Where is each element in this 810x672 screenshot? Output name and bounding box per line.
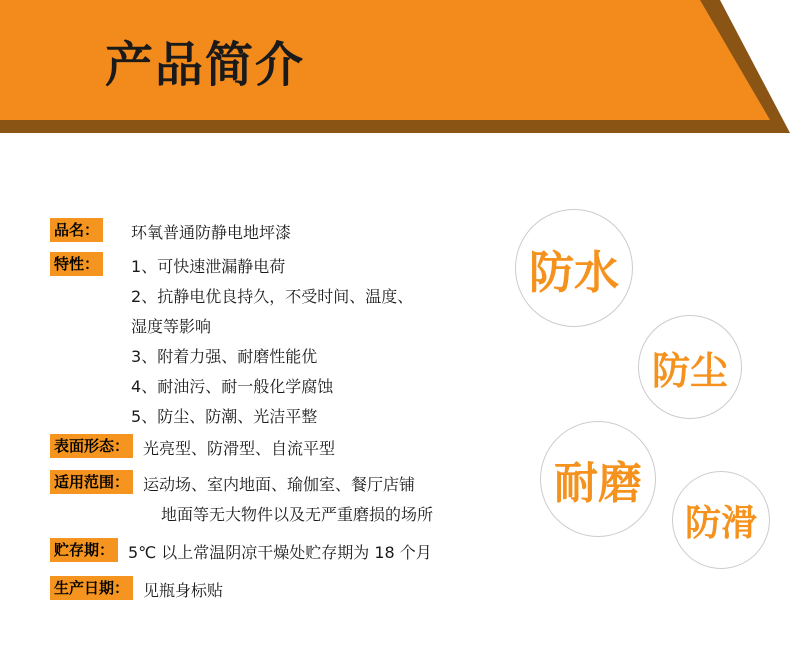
spec-label-production-date: 生产日期： xyxy=(50,576,133,600)
spec-value: 4、耐油污、耐一般化学腐蚀 xyxy=(131,377,334,396)
spec-label-shelf-life: 贮存期： xyxy=(50,538,118,562)
spec-row xyxy=(50,218,520,248)
spec-value: 地面等无大物件以及无严重磨损的场所 xyxy=(161,505,434,524)
spec-value: 环氧普通防静电地坪漆 xyxy=(131,223,292,242)
spec-table xyxy=(50,218,520,612)
spec-row xyxy=(50,434,520,464)
spec-label-application-scope: 适用范围： xyxy=(50,470,133,494)
spec-value: 见瓶身标贴 xyxy=(143,581,224,600)
spec-value: 3、附着力强、耐磨性能优 xyxy=(131,347,318,366)
spec-row xyxy=(50,538,520,568)
page-title: 产品简介 xyxy=(105,37,306,93)
product-spec-section xyxy=(0,133,810,672)
spec-values-production-date xyxy=(143,576,520,606)
spec-label-surface-form: 表面形态： xyxy=(50,434,133,458)
feature-bubble-dustproof: 防尘 xyxy=(638,315,742,419)
spec-values-features xyxy=(113,252,520,432)
spec-values-application-scope xyxy=(143,470,520,530)
feature-bubble-waterproof: 防水 xyxy=(515,209,633,327)
spec-label-product-name: 品名： xyxy=(50,218,103,242)
spec-values-product-name xyxy=(113,218,520,248)
spec-value: 2、抗静电优良持久，不受时间、温度、 xyxy=(131,287,414,306)
spec-value: 湿度等影响 xyxy=(131,317,212,336)
page-header-banner xyxy=(0,0,810,133)
spec-value: 光亮型、防滑型、自流平型 xyxy=(143,439,336,458)
feature-bubble-anti-slip: 防滑 xyxy=(672,471,770,569)
spec-values-surface-form xyxy=(143,434,520,464)
spec-row xyxy=(50,576,520,606)
feature-bubble-wear-resistant: 耐磨 xyxy=(540,421,656,537)
spec-row xyxy=(50,470,520,530)
spec-row xyxy=(50,252,520,432)
spec-value: 运动场、室内地面、瑜伽室、餐厅店铺 xyxy=(143,475,416,494)
spec-label-features: 特性： xyxy=(50,252,103,276)
spec-value: 5℃ 以上常温阴凉干燥处贮存期为 18 个月 xyxy=(128,543,432,562)
spec-value: 1、可快速泄漏静电荷 xyxy=(131,257,286,276)
spec-values-shelf-life xyxy=(128,538,520,568)
spec-value: 5、防尘、防潮、光洁平整 xyxy=(131,407,318,426)
